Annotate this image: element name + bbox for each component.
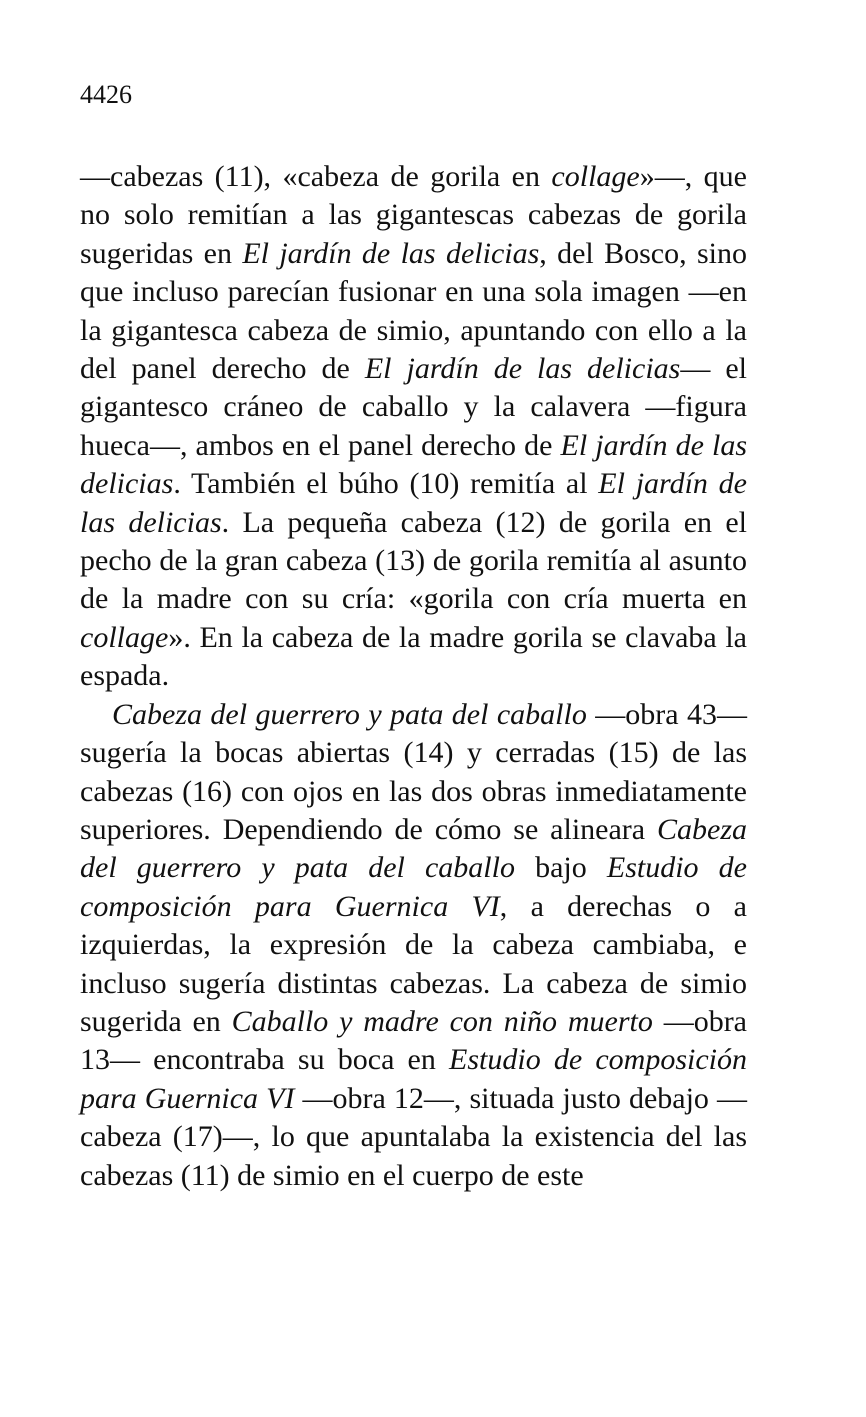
italic-title-text: collage: [551, 160, 640, 193]
italic-title-text: Cabeza del guerrero y pata del caballo: [80, 812, 747, 885]
italic-title-text: Caballo y madre con niño muerto: [231, 1004, 653, 1038]
italic-title-text: El jardín de las delicias: [364, 352, 681, 386]
italic-title-text: collage: [80, 620, 169, 654]
text-run: —obra 13— encontraba su boca en: [80, 1004, 747, 1077]
text-run: —cabezas (11), «cabeza de gorila en: [80, 160, 552, 193]
italic-title-text: Cabeza del guerrero y pata del caballo: [112, 697, 587, 731]
page-number: 4426: [80, 80, 132, 109]
italic-title-text: Estudio de composición para Guernica VI: [80, 851, 747, 923]
text-run: —obra 12—, situada justo debajo —cabeza (17)—, lo que apuntalaba la existencia del las cabezas (11) de simio en el cuerpo de este: [80, 1081, 748, 1192]
text-run: »—, que no solo remitían a las gigantescas cabezas de gorila sugeridas en: [80, 160, 747, 270]
paragraph-2: [80, 696, 747, 1195]
italic-title-text: Estudio de composición para Guernica VI: [80, 1043, 747, 1115]
italic-title-text: El jardín de las delicias: [80, 428, 747, 501]
text-run: — el gigantesco cráneo de caballo y la calavera —figura hueca—, ambos en el panel derecho de: [80, 352, 747, 462]
italic-title-text: El jardín de las delicias: [242, 236, 540, 270]
text-run: , del Bosco, sino que incluso parecían fusionar en una sola imagen —en la gigantesca cabeza de simio, apuntando con ello a la del panel derecho de: [80, 236, 747, 386]
italic-title-text: El jardín de las delicias: [80, 467, 748, 539]
text-run: , a derechas o a izquierdas, la expresión de la cabeza cambiaba, e incluso sugería distintas cabezas. La cabeza de simio sugerida en: [80, 889, 747, 1038]
text-run: ». En la cabeza de la madre gorila se clavaba la espada.: [80, 620, 747, 693]
text-run: . La pequeña cabeza (12) de gorila en el pecho de la gran cabeza (13) de gorila remitía al asunto de la madre con su cría: «gorila con cría muerta en: [80, 505, 748, 616]
text-run: . También el búho (10) remitía al: [173, 467, 599, 501]
text-run: bajo: [514, 851, 607, 885]
text-run: —obra 43— sugería la bocas abiertas (14) y cerradas (15) de las cabezas (16) con ojos en las dos obras inmediatamente superiores. Dependiendo de cómo se alineara: [80, 697, 747, 846]
body-text: [80, 158, 747, 1195]
paragraph-1: [80, 158, 747, 696]
